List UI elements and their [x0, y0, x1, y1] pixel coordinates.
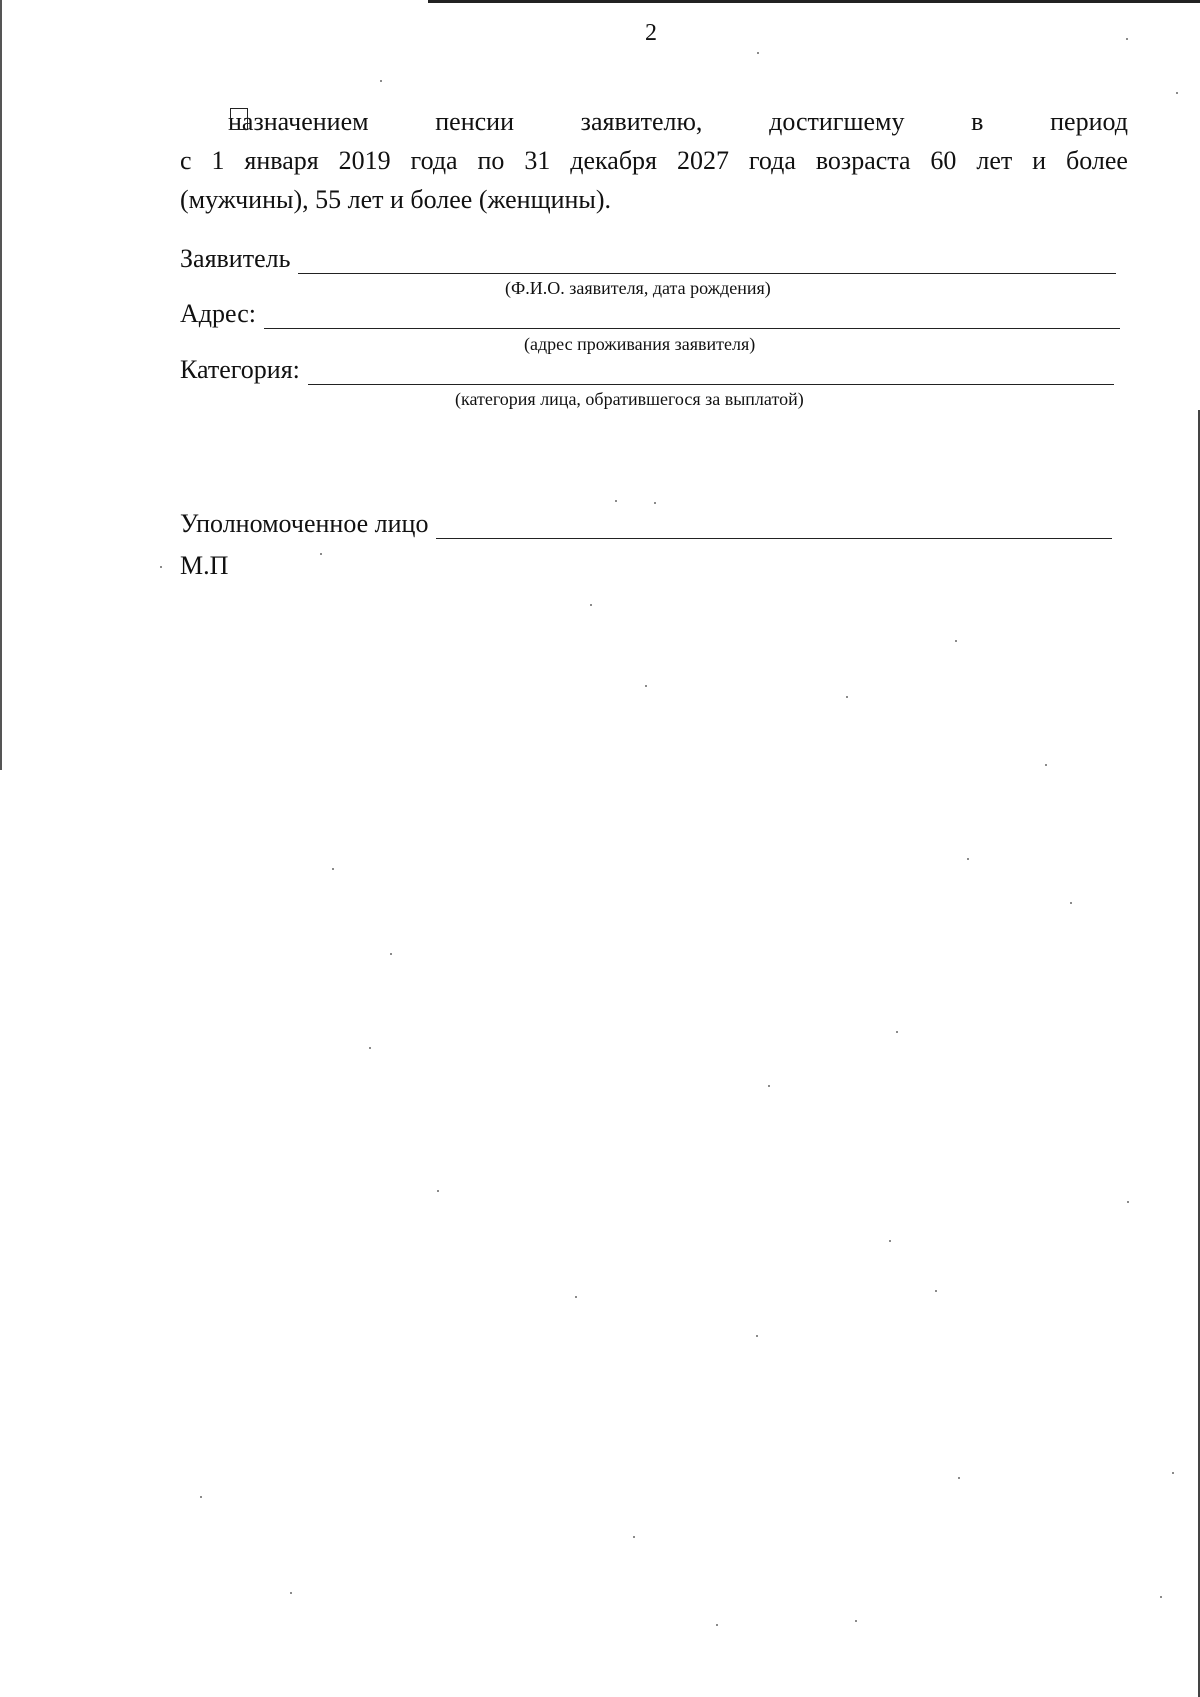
paragraph-line-2	[180, 141, 1128, 180]
pension-option-checkbox[interactable]	[230, 108, 248, 130]
applicant-label: Заявитель	[180, 244, 291, 273]
scan-speck	[896, 1031, 898, 1033]
word: года	[748, 146, 796, 175]
scan-speck	[967, 858, 969, 860]
scan-speck	[320, 553, 322, 555]
scan-speck	[437, 1190, 439, 1192]
scan-speck	[757, 52, 759, 54]
word: 1	[211, 146, 225, 175]
scan-speck	[768, 1085, 770, 1087]
scan-speck	[1070, 902, 1072, 904]
scan-speck	[1045, 764, 1047, 766]
scan-speck	[1127, 1201, 1129, 1203]
scan-speck	[855, 1620, 857, 1622]
word: лет	[976, 146, 1013, 175]
page-number: 2	[645, 20, 657, 46]
authorized-person-signature-line[interactable]	[436, 510, 1112, 539]
word: 2027	[676, 146, 729, 175]
scan-speck	[369, 1047, 371, 1049]
scan-speck	[716, 1624, 718, 1626]
paragraph-line-3: (мужчины), 55 лет и более (женщины).	[180, 185, 612, 214]
scan-speck	[846, 696, 848, 698]
word: более	[1066, 146, 1128, 175]
authorized-person-label: Уполномоченное лицо	[180, 509, 429, 538]
applicant-input-line[interactable]	[298, 245, 1116, 274]
scan-speck	[615, 500, 617, 502]
scan-speck	[390, 953, 392, 955]
scan-speck	[889, 1240, 891, 1242]
paragraph-line-1	[180, 102, 1128, 141]
word: года	[410, 146, 458, 175]
applicant-row	[180, 244, 1116, 274]
word: возраста	[815, 146, 911, 175]
word: 31	[524, 146, 551, 175]
scan-speck	[590, 604, 592, 606]
word: заявителю,	[580, 107, 703, 136]
word: период	[1050, 107, 1128, 136]
scan-speck	[955, 640, 957, 642]
word: в	[971, 107, 984, 136]
scan-speck	[1126, 38, 1128, 40]
category-row	[180, 355, 1114, 385]
address-row	[180, 299, 1120, 329]
address-input-line[interactable]	[264, 300, 1120, 329]
scan-speck	[332, 868, 334, 870]
word: 60	[930, 146, 957, 175]
applicant-caption: (Ф.И.О. заявителя, дата рождения)	[505, 278, 771, 298]
scan-speck	[645, 685, 647, 687]
word: пенсии	[435, 107, 514, 136]
word: 2019	[338, 146, 391, 175]
pension-option-paragraph	[180, 102, 1128, 219]
left-scan-edge	[0, 0, 2, 770]
top-border-line	[428, 0, 1200, 3]
address-caption: (адрес проживания заявителя)	[524, 334, 756, 354]
scan-speck	[380, 80, 382, 82]
category-input-line[interactable]	[308, 356, 1114, 385]
scan-speck	[1172, 1472, 1174, 1474]
authorized-person-row	[180, 509, 1112, 539]
scan-speck	[958, 1477, 960, 1479]
scan-speck	[935, 1290, 937, 1292]
category-caption: (категория лица, обратившегося за выплатой)	[455, 389, 804, 409]
scan-speck	[756, 1335, 758, 1337]
scan-speck	[633, 1536, 635, 1538]
stamp-place-label: М.П	[180, 551, 229, 580]
scan-speck	[575, 1296, 577, 1298]
word: декабря	[570, 146, 658, 175]
scan-speck	[200, 1496, 202, 1498]
scan-speck	[654, 502, 656, 504]
left-scan-edge-dashed	[0, 700, 2, 760]
word: с	[180, 146, 192, 175]
scan-speck	[1160, 1596, 1162, 1598]
word: достигшему	[769, 107, 905, 136]
word: по	[477, 146, 505, 175]
word: назначением	[228, 107, 369, 136]
scan-speck	[160, 566, 162, 568]
scan-speck	[290, 1592, 292, 1594]
address-label: Адрес:	[180, 299, 256, 328]
word: и	[1032, 146, 1047, 175]
category-label: Категория:	[180, 355, 300, 384]
word: января	[244, 146, 319, 175]
scan-speck	[1176, 92, 1178, 94]
